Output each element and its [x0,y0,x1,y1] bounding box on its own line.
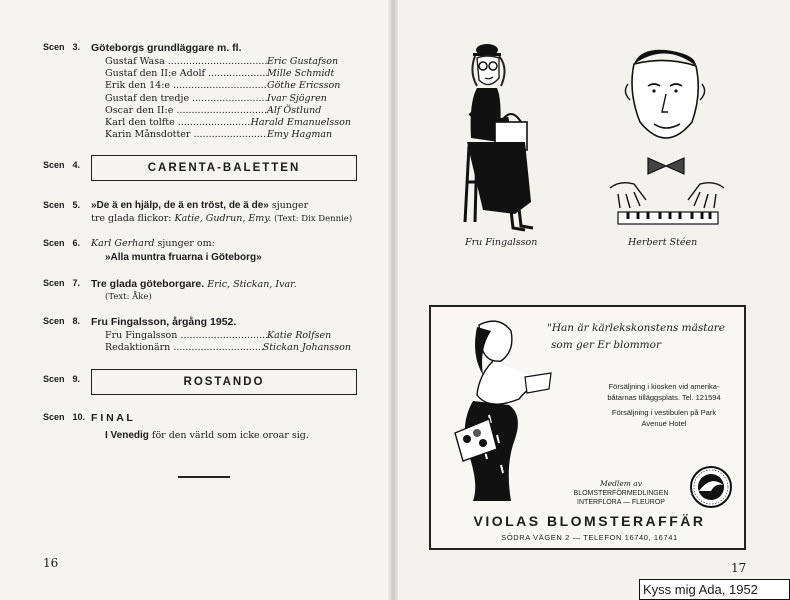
ad-info-line2: båtarnas tilläggsplats. Tel. 121594 [607,393,721,402]
text-credit: (Text: Åke) [105,292,152,302]
caption-herbert-steen: Herbert Stéen [628,237,698,248]
cast-role: Gustaf Wasa ..... [105,56,267,68]
cast-row [105,80,351,92]
ad-info-line4: Avenue Hotel [641,419,687,428]
cast-role: Redaktionärn ..... [105,342,263,354]
cast-actor: Göthe Ericsson [267,80,341,92]
cast-row [105,129,351,141]
ad-info-line1: Försäljning i kiosken vid amerika- [608,382,720,391]
ad-info-line3: Försäljning i vestibulen på Park [611,408,717,417]
scene-number: 5. [72,200,81,210]
scene-number: 10. [72,412,86,422]
scene-number: 8. [72,316,81,326]
song-title: I Venedig [105,430,149,441]
herbert-steen-caricature [600,42,735,232]
closing-rule [178,476,230,478]
caption-fru-fingalsson: Fru Fingalsson [465,237,538,248]
scene-suffix: sjunger [268,200,309,211]
scene-label: Scen [43,238,65,248]
cast-actor: Emy Hagman [267,129,333,141]
fru-fingalsson-caricature [455,42,555,237]
performers: Katie, Gudrun, Emy. [174,213,272,224]
page-number-left: 16 [43,556,59,570]
cast-list [91,330,351,354]
scene-label: Scen [43,374,65,384]
cast-row [105,93,351,105]
cast-role: Karl den tolfte ..... [105,117,251,129]
cast-role: Oscar den II:e ..... [105,105,267,117]
cast-actor: Stickan Johansson [262,342,351,354]
scene-title: Fru Fingalsson, årgång 1952. [91,316,237,328]
scene-label: Scen [43,278,65,288]
cast-actor: Mille Schmidt [267,68,335,80]
left-page [0,0,393,600]
page-number-right: 17 [731,561,747,575]
ad-member-line1: Medlem av [600,479,642,488]
performers: Eric, Stickan, Ivar. [204,279,297,290]
cast-role: Fru Fingalsson ..... [105,330,267,342]
ad-sales-info [589,381,739,429]
cast-role: Gustaf den II:e Adolf ..... [105,68,267,80]
scene-number: 7. [72,278,81,288]
scene-title: Göteborgs grundläggare m. fl. [91,42,242,54]
cast-role: Karin Månsdotter ..... [105,129,267,141]
ad-quote-line2: som ger Er blommor [551,339,661,351]
song-description: för den värld som icke oroar sig. [148,430,309,441]
scene-number: 6. [72,238,81,248]
performer-name: Karl Gerhard [91,238,155,249]
cast-actor: Ivar Sjögren [267,92,327,104]
cast-row [105,117,351,129]
ad-membership [551,479,691,508]
cast-row [105,56,351,68]
scene-number: 3. [72,42,81,52]
cast-actor: Eric Gustafson [267,56,339,67]
cast-actor: Alf Östlund [267,104,322,116]
song-title: »Alla muntra fruarna i Göteborg» [105,252,262,263]
cast-role: Erik den 14:e ..... [105,80,267,92]
text-credit: (Text: Dix Dennie) [271,214,353,224]
interflora-seal-icon [689,465,733,509]
scene-label: Scen [43,160,65,170]
image-caption: Kyss mig Ada, 1952 [639,579,790,600]
ad-member-line2: BLOMSTERFÖRMEDLINGEN [573,489,669,497]
ad-address: SÖDRA VÄGEN 2 — TELEFON 16740, 16741 [501,533,678,542]
book-gutter [388,0,398,600]
ad-member-line3: INTERFLORA — FLEUROP [577,499,665,506]
cast-list [91,56,351,141]
ad-quote [547,320,737,354]
cast-actor: Harald Emanuelsson [250,117,351,129]
scene-label: Scen [43,316,65,326]
cast-actor: Katie Rolfsen [267,330,332,341]
cast-row [105,330,351,342]
boxed-title-rostando: ROSTANDO [91,369,357,395]
ad-quote-line1: "Han är kärlekskonstens mästare [547,322,726,334]
cast-row [105,68,351,80]
scene-title: F I N A L [91,412,133,424]
scene-number: 4. [72,160,81,170]
cast-row [105,342,351,354]
scene-label: Scen [43,412,65,422]
boxed-title-carenta: CARENTA-BALETTEN [91,155,357,181]
scene-title: Tre glada göteborgare. [91,278,205,290]
flower-shop-advertisement [429,305,746,550]
performer-suffix: sjunger om: [154,238,215,249]
scene-title: »De ä en hjälp, de ä en tröst, de ä de» [91,200,269,211]
cast-role: Gustaf den tredje ..... [105,93,267,105]
ad-shop-name: VIOLAS BLOMSTERAFFÄR [473,513,706,529]
cast-row [105,105,351,117]
performer-intro: tre glada flickor: [91,213,175,224]
scene-label: Scen [43,42,65,52]
scene-label: Scen [43,200,65,210]
scene-number: 9. [72,374,81,384]
woman-with-flowers-illustration [449,315,554,505]
